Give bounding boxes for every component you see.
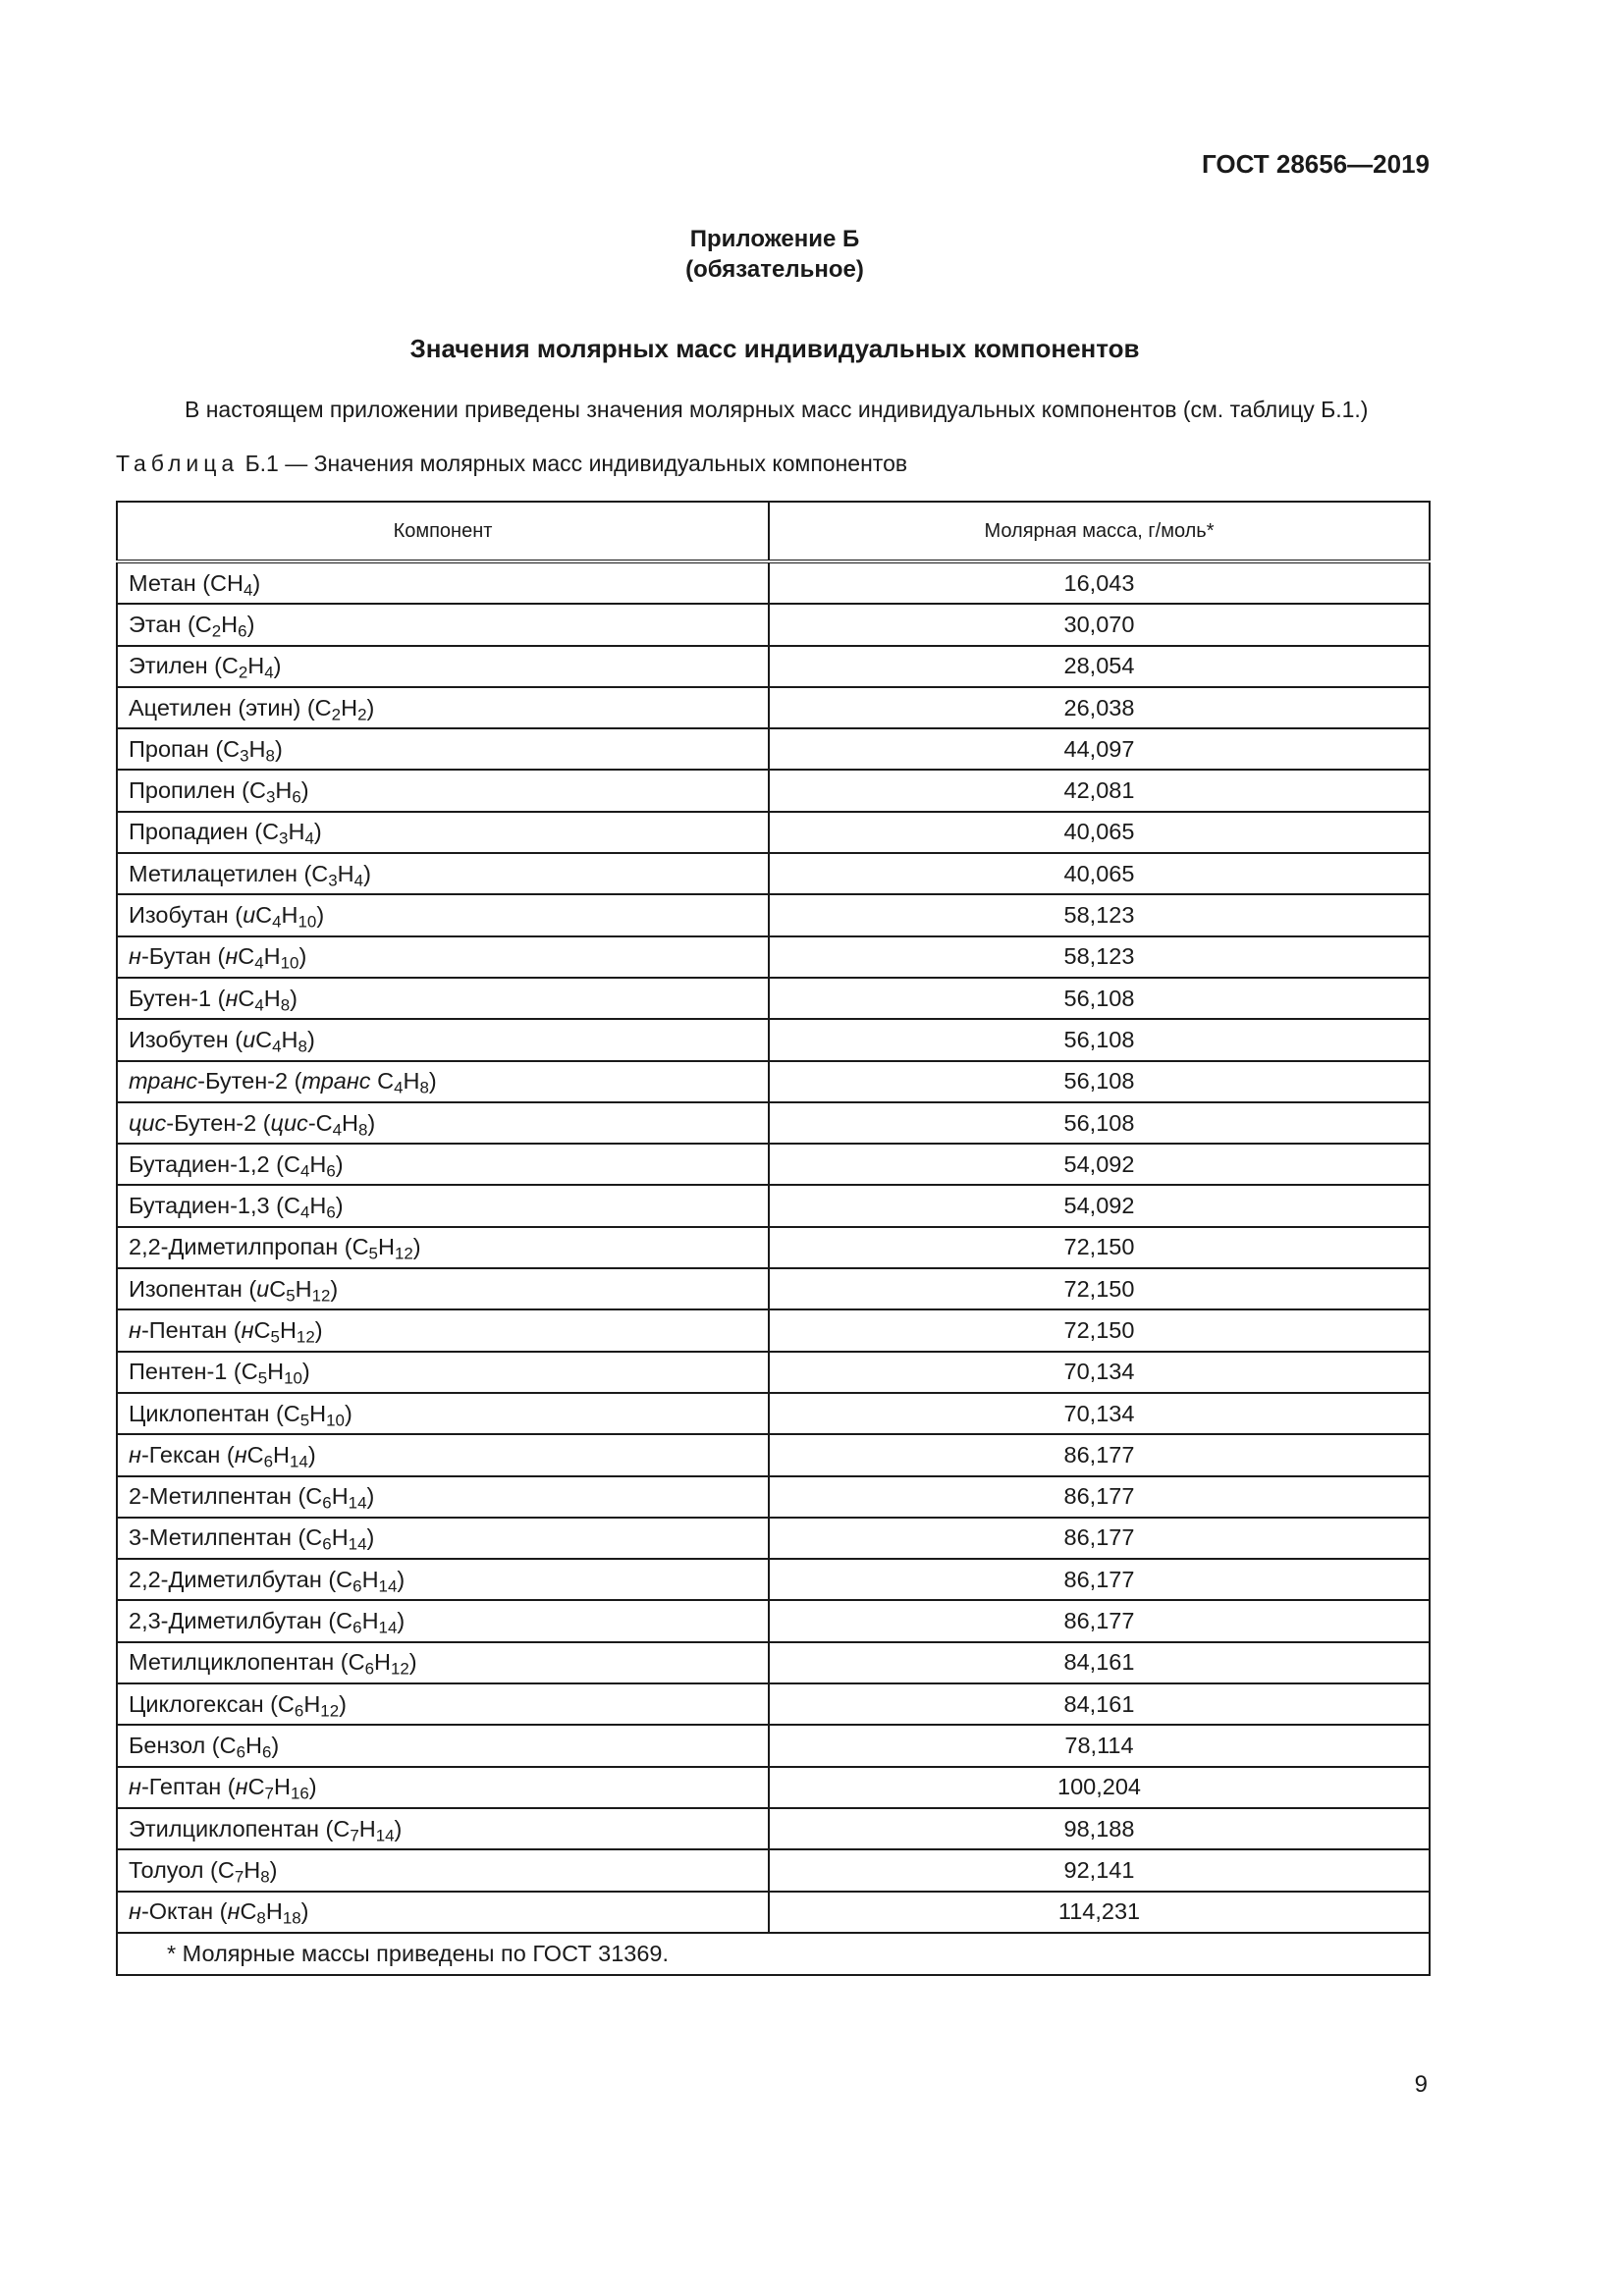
page-number: 9 <box>1414 2071 1428 2098</box>
component-name-cell: 2-Метилпентан $(C_6H_{14})$ <box>117 1476 769 1518</box>
molar-mass-cell: 42,081 <box>769 770 1430 811</box>
table-row <box>117 1518 1430 1559</box>
molar-mass-cell: 86,177 <box>769 1559 1430 1600</box>
table-row <box>117 1559 1430 1600</box>
component-name-cell: Этилциклопентан $(C_7H_{14})$ <box>117 1808 769 1849</box>
component-name-cell: Этилен $(C_2H_4)$ <box>117 646 769 687</box>
table-footnote: * Молярные массы приведены по ГОСТ 31369. <box>117 1933 1430 1975</box>
component-name-cell: Циклогексан $(C_6H_{12})$ <box>117 1683 769 1725</box>
table-row <box>117 1102 1430 1144</box>
table-row <box>117 604 1430 645</box>
molar-mass-cell: 78,114 <box>769 1725 1430 1766</box>
component-name-cell: Толуол $(C_7H_8)$ <box>117 1849 769 1891</box>
molar-mass-cell: 92,141 <box>769 1849 1430 1891</box>
table-caption-text: Б.1 — Значения молярных масс индивидуальных компонентов <box>239 451 908 476</box>
molar-mass-cell: 84,161 <box>769 1642 1430 1683</box>
molar-mass-cell: 28,054 <box>769 646 1430 687</box>
component-name-cell: Бутен-1 $(нC_4H_8)$ <box>117 978 769 1019</box>
table-row <box>117 1309 1430 1351</box>
table-row <box>117 1393 1430 1434</box>
table-body <box>117 561 1430 1933</box>
molar-mass-cell: 44,097 <box>769 728 1430 770</box>
component-name-cell: Циклопентан $(C_5H_{10})$ <box>117 1393 769 1434</box>
table-row <box>117 728 1430 770</box>
molar-mass-cell: 114,231 <box>769 1892 1430 1933</box>
column-header-component: Компонент <box>117 502 769 561</box>
table-row <box>117 812 1430 853</box>
component-name-cell: 3-Метилпентан $(C_6H_{14})$ <box>117 1518 769 1559</box>
molar-mass-cell: 72,150 <box>769 1268 1430 1309</box>
molar-mass-cell: 56,108 <box>769 978 1430 1019</box>
molar-mass-cell: 56,108 <box>769 1102 1430 1144</box>
molar-mass-cell: 86,177 <box>769 1476 1430 1518</box>
molar-mass-cell: 70,134 <box>769 1352 1430 1393</box>
table-caption <box>116 451 907 477</box>
section-title: Значения молярных масс индивидуальных компонентов <box>409 334 1140 363</box>
table-row <box>117 936 1430 978</box>
table-row <box>117 1849 1430 1891</box>
molar-mass-cell: 58,123 <box>769 936 1430 978</box>
table-row <box>117 561 1430 604</box>
table-row <box>117 1476 1430 1518</box>
table-footnote-row <box>117 1933 1430 1975</box>
component-name-cell: Бутадиен-1,3 $(C_4H_6)$ <box>117 1185 769 1226</box>
table-row <box>117 1808 1430 1849</box>
table-row <box>117 687 1430 728</box>
component-name-cell: Пропилен $(C_3H_6)$ <box>117 770 769 811</box>
table-row <box>117 770 1430 811</box>
component-name-cell: Ацетилен (этин) $(C_2H_2)$ <box>117 687 769 728</box>
molar-mass-cell: 40,065 <box>769 812 1430 853</box>
table-row <box>117 978 1430 1019</box>
component-name-cell: 2,3-Диметилбутан $(C_6H_{14})$ <box>117 1600 769 1641</box>
molar-mass-cell: 86,177 <box>769 1518 1430 1559</box>
table-row <box>117 1683 1430 1725</box>
table-row <box>117 894 1430 935</box>
table-row <box>117 1144 1430 1185</box>
component-name-cell: Пропадиен $(C_3H_4)$ <box>117 812 769 853</box>
molar-mass-cell: 72,150 <box>769 1309 1430 1351</box>
molar-mass-cell: 54,092 <box>769 1144 1430 1185</box>
component-name-cell: Бензол $(C_6H_6)$ <box>117 1725 769 1766</box>
table-row <box>117 1434 1430 1475</box>
table-row <box>117 1725 1430 1766</box>
molar-mass-cell: 16,043 <box>769 561 1430 604</box>
component-name-cell: Метилацетилен $(C_3H_4)$ <box>117 853 769 894</box>
molar-mass-cell: 56,108 <box>769 1061 1430 1102</box>
component-name-cell: н-Бутан $(нC_4H_{10})$ <box>117 936 769 978</box>
table-row <box>117 1061 1430 1102</box>
component-name-cell: Изобутан $(иC_4H_{10})$ <box>117 894 769 935</box>
table-row <box>117 1268 1430 1309</box>
molar-mass-cell: 100,204 <box>769 1767 1430 1808</box>
component-name-cell: Бутадиен-1,2 $(C_4H_6)$ <box>117 1144 769 1185</box>
molar-mass-cell: 86,177 <box>769 1434 1430 1475</box>
molar-mass-table <box>116 501 1431 1976</box>
table-row <box>117 646 1430 687</box>
appendix-title: Приложение Б <box>689 226 860 252</box>
table-row <box>117 853 1430 894</box>
molar-mass-cell: 54,092 <box>769 1185 1430 1226</box>
appendix-status: (обязательное) <box>685 256 864 283</box>
component-name-cell: н-Октан $(нC_8H_{18})$ <box>117 1892 769 1933</box>
molar-mass-cell: 56,108 <box>769 1019 1430 1060</box>
molar-mass-cell: 84,161 <box>769 1683 1430 1725</box>
document-code: ГОСТ 28656—2019 <box>1202 149 1430 179</box>
component-name-cell: Метан $(CH_4)$ <box>117 561 769 604</box>
table-row <box>117 1892 1430 1933</box>
component-name-cell: 2,2-Диметилпропан $(C_5H_{12})$ <box>117 1227 769 1268</box>
intro-paragraph: В настоящем приложении приведены значения молярных масс индивидуальных компонентов (см. таблицу Б.1.) <box>185 397 1369 422</box>
table-row <box>117 1227 1430 1268</box>
molar-mass-cell: 58,123 <box>769 894 1430 935</box>
component-name-cell: 2,2-Диметилбутан $(C_6H_{14})$ <box>117 1559 769 1600</box>
appendix-heading <box>0 224 1549 285</box>
molar-mass-cell: 30,070 <box>769 604 1430 645</box>
molar-mass-cell: 72,150 <box>769 1227 1430 1268</box>
table-row <box>117 1352 1430 1393</box>
table-caption-prefix: Таблица <box>116 451 240 476</box>
component-name-cell: Изопентан $(иC_5H_{12})$ <box>117 1268 769 1309</box>
component-name-cell: Пентен-1 $(C_5H_{10})$ <box>117 1352 769 1393</box>
component-name-cell: н-Пентан $(нC_5H_{12})$ <box>117 1309 769 1351</box>
molar-mass-cell: 70,134 <box>769 1393 1430 1434</box>
table-row <box>117 1767 1430 1808</box>
table-row <box>117 1600 1430 1641</box>
component-name-cell: цис-Бутен-2 $(цис-C_4H_8)$ <box>117 1102 769 1144</box>
molar-mass-cell: 98,188 <box>769 1808 1430 1849</box>
molar-mass-cell: 26,038 <box>769 687 1430 728</box>
component-name-cell: Изобутен $(иC_4H_8)$ <box>117 1019 769 1060</box>
component-name-cell: транс-Бутен-2 (транс $C_4H_8$) <box>117 1061 769 1102</box>
molar-mass-cell: 40,065 <box>769 853 1430 894</box>
column-header-molar-mass: Молярная масса, г/моль* <box>769 502 1430 561</box>
table-row <box>117 1642 1430 1683</box>
table-row <box>117 1185 1430 1226</box>
component-name-cell: Метилциклопентан $(C_6H_{12})$ <box>117 1642 769 1683</box>
component-name-cell: н-Гексан $(нC_6H_{14})$ <box>117 1434 769 1475</box>
component-name-cell: Пропан $(C_3H_8)$ <box>117 728 769 770</box>
component-name-cell: Этан $(C_2H_6)$ <box>117 604 769 645</box>
component-name-cell: н-Гептан $(нC_7H_{16})$ <box>117 1767 769 1808</box>
table-header-row <box>117 502 1430 561</box>
table-row <box>117 1019 1430 1060</box>
molar-mass-cell: 86,177 <box>769 1600 1430 1641</box>
